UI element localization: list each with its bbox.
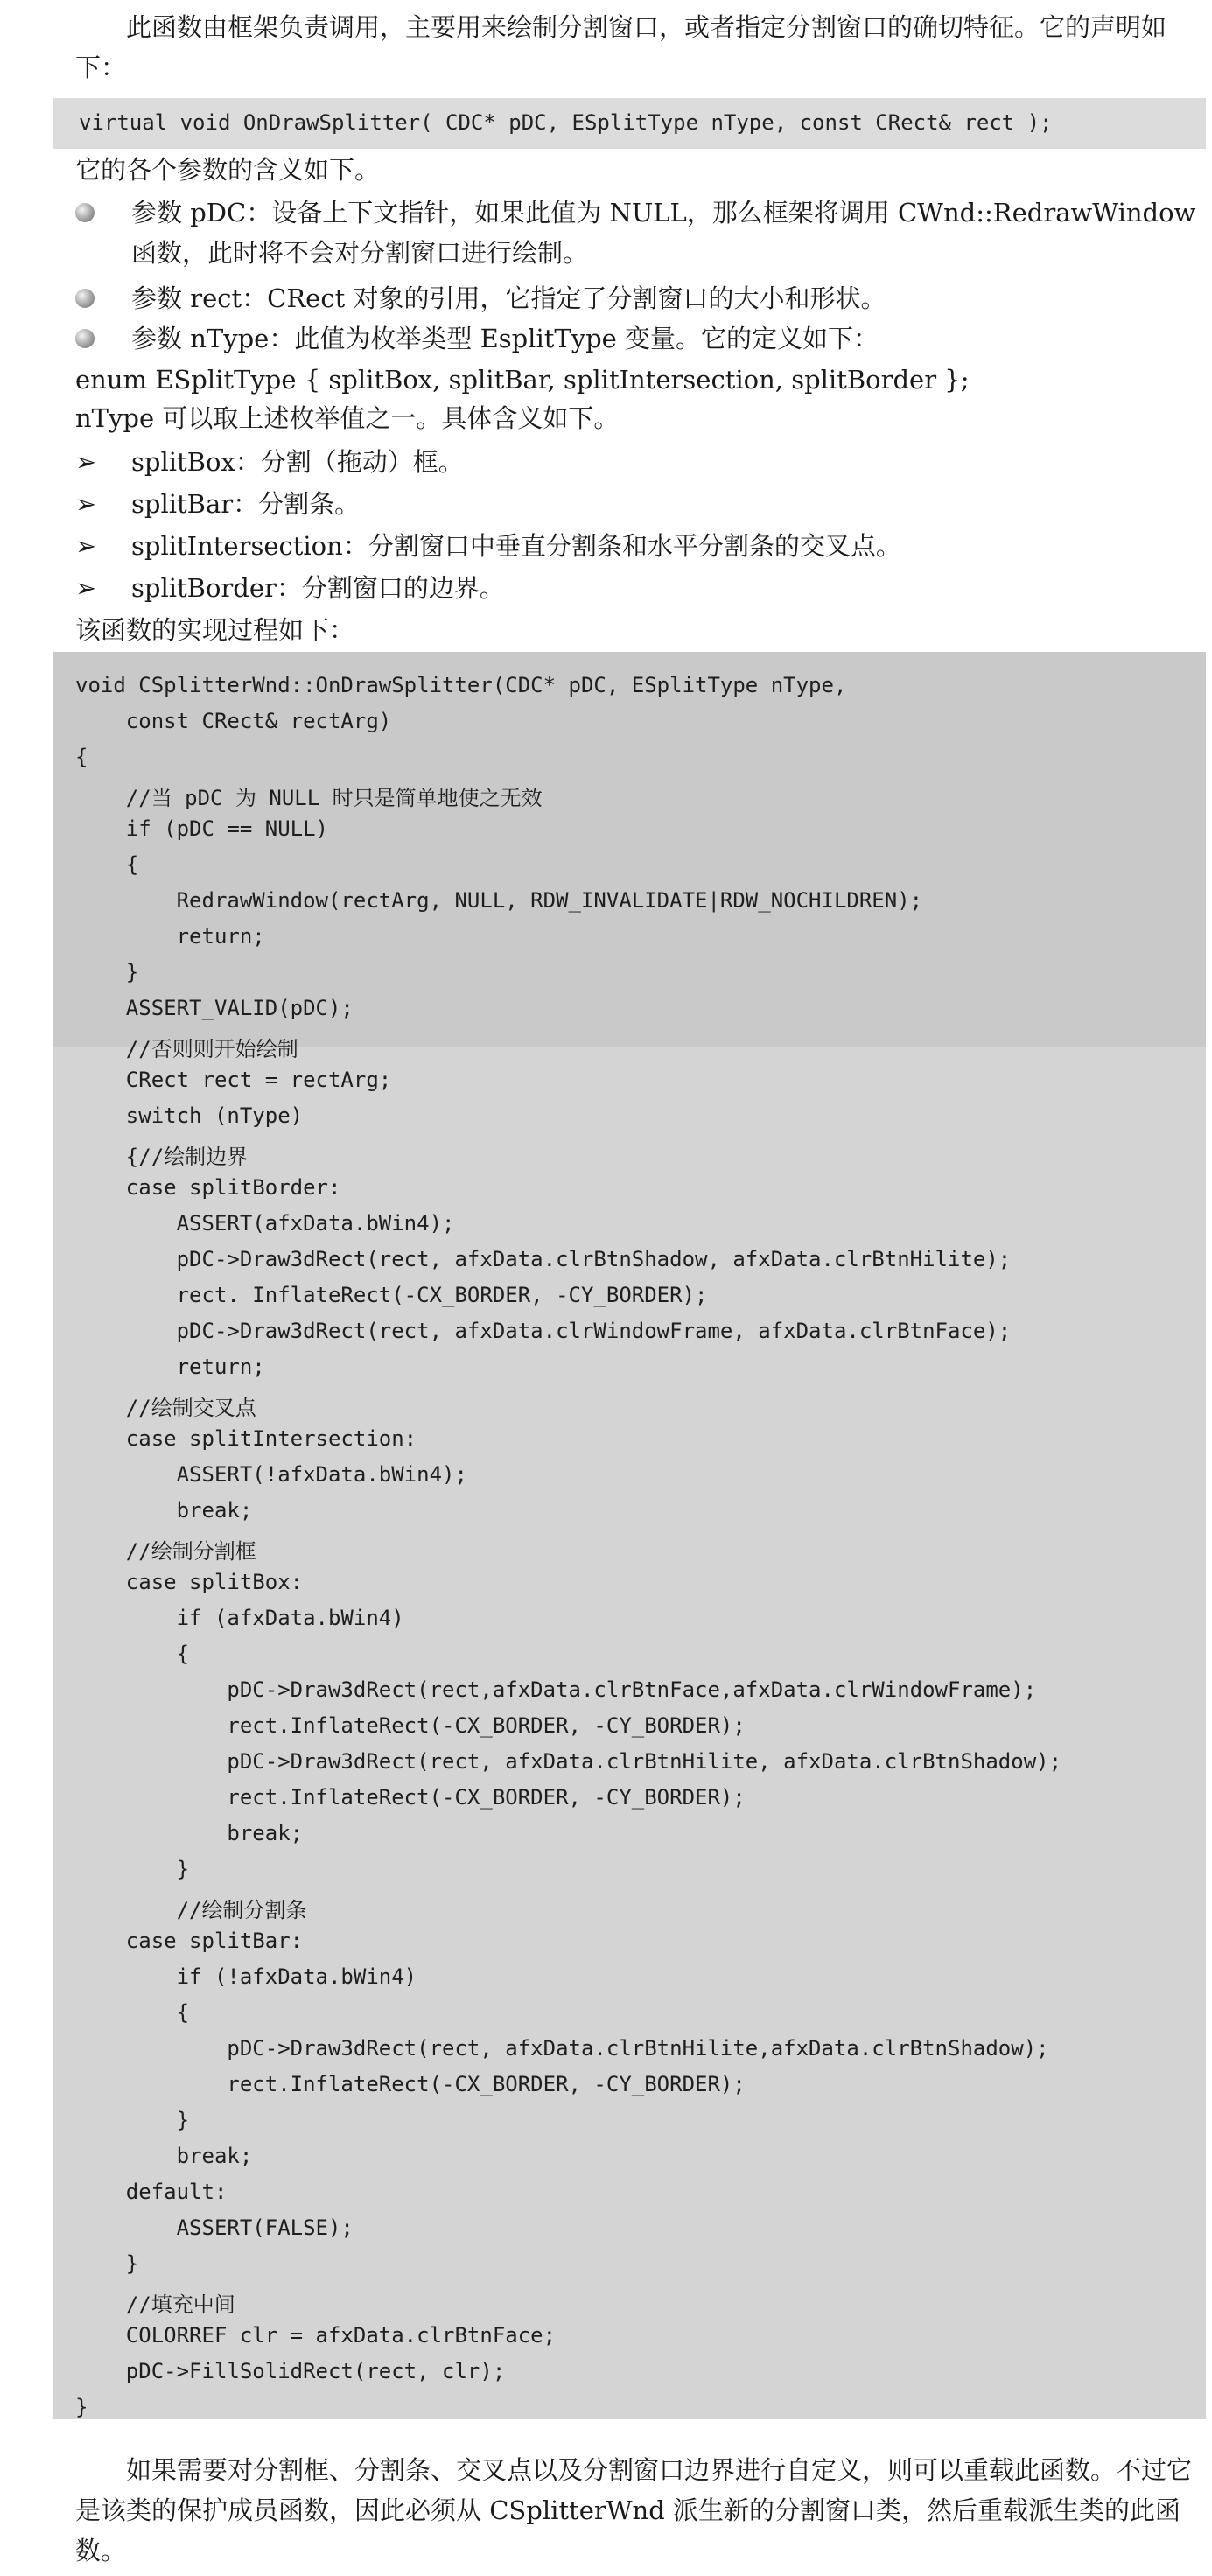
code-line: ASSERT(!afxData.bWin4); [75,1462,467,1487]
code-line: if (!afxData.bWin4) [75,1964,417,1989]
code-line: const CRect& rectArg) [75,709,392,733]
code-line: pDC->FillSolidRect(rect, clr); [75,2359,506,2384]
enum-definition: enum ESplitType { splitBox, splitBar, splitIntersection, splitBorder }; [75,365,970,395]
code-line: //当 pDC 为 NULL 时只是简单地使之无效 [75,786,543,810]
declaration-code: virtual void OnDrawSplitter( CDC* pDC, ESplitType nType, const CRect& rect ); [79,110,1053,135]
bullet-icon [75,329,95,348]
code-line: pDC->Draw3dRect(rect, afxData.clrBtnShadow, afxData.clrBtnHilite); [75,1247,1012,1271]
enum-item-text: splitBox：分割（拖动）框。 [131,447,464,477]
code-line: { [75,2000,190,2025]
code-line: rect.InflateRect(-CX_BORDER, -CY_BORDER); [75,1785,746,1810]
arrow-bullet-icon: ➢ [75,447,97,477]
enum-item-text: splitBar：分割条。 [131,489,361,519]
code-line: pDC->Draw3dRect(rect,afxData.clrBtnFace,afxData.clrWindowFrame); [75,1677,1037,1702]
code-line: case splitBar: [75,1928,304,1953]
code-line: case splitIntersection: [75,1426,417,1451]
code-line: //否则则开始绘制 [75,1037,298,1061]
code-line: } [75,1857,190,1881]
param-item [75,318,1204,359]
ntype-description: nType 可以取上述枚举值之一。具体含义如下。 [75,403,620,433]
code-line: RedrawWindow(rectArg, NULL, RDW_INVALIDATE|RDW_NOCHILDREN); [75,888,923,913]
code-line: rect.InflateRect(-CX_BORDER, -CY_BORDER); [75,2072,746,2096]
param-text: 参数 rect：CRect 对象的引用，它指定了分割窗口的大小和形状。 [131,284,886,313]
code-line: case splitBox: [75,1570,304,1594]
closing-paragraph: 如果需要对分割框、分割条、交叉点以及分割窗口边界进行自定义，则可以重载此函数。不过它是该类的保护成员函数，因此必须从 CSplitterWnd 派生新的分割窗口类，然后重载派生类的此函数。 [75,2455,1193,2566]
code-line: if (afxData.bWin4) [75,1606,404,1630]
code-line: pDC->Draw3dRect(rect, afxData.clrWindowFrame, afxData.clrBtnFace); [75,1319,1012,1343]
code-line: //绘制交叉点 [75,1396,256,1420]
code-line: //绘制分割框 [75,1539,256,1564]
code-line: //填充中间 [75,2292,235,2317]
arrow-bullet-icon: ➢ [75,489,97,519]
code-line: ASSERT(afxData.bWin4); [75,1211,455,1236]
code-line: return; [75,924,265,948]
param-text: 参数 pDC：设备上下文指针，如果此值为 NULL，那么框架将调用 CWnd::RedrawWindow 函数，此时将不会对分割窗口进行绘制。 [131,198,1196,268]
declaration-box [53,98,1206,149]
enum-item-text: splitBorder：分割窗口的边界。 [131,573,505,603]
code-line: {//绘制边界 [75,1144,249,1169]
code-listing [53,652,1206,2419]
code-line: ASSERT_VALID(pDC); [75,996,354,1020]
code-line: CRect rect = rectArg; [75,1068,392,1092]
code-line: default: [75,2180,228,2204]
code-line: pDC->Draw3dRect(rect, afxData.clrBtnHilite,afxData.clrBtnShadow); [75,2036,1049,2061]
bullet-icon [75,203,95,222]
code-line: } [75,2251,139,2276]
code-line: rect. InflateRect(-CX_BORDER, -CY_BORDER); [75,1283,708,1307]
code-line: } [75,960,139,984]
params-intro: 它的各个参数的含义如下。 [75,155,381,185]
code-line: break; [75,1498,253,1522]
code-line: case splitBorder: [75,1175,341,1200]
code-line: } [75,2395,88,2419]
code-line: { [75,1642,190,1666]
code-line: return; [75,1354,265,1379]
enum-item-text: splitIntersection：分割窗口中垂直分割条和水平分割条的交叉点。 [131,531,901,561]
code-line: switch (nType) [75,1103,304,1128]
param-item [75,192,1204,273]
intro-paragraph: 此函数由框架负责调用，主要用来绘制分割窗口，或者指定分割窗口的确切特征。它的声明如下： [75,12,1167,82]
code-line: ASSERT(FALSE); [75,2216,354,2240]
param-text: 参数 nType：此值为枚举类型 EsplitType 变量。它的定义如下： [131,324,879,354]
code-line: COLORREF clr = afxData.clrBtnFace; [75,2323,557,2348]
code-line: void CSplitterWnd::OnDrawSplitter(CDC* pDC, ESplitType nType, [75,673,847,697]
param-item [75,278,1204,318]
code-line: break; [75,1821,304,1845]
arrow-bullet-icon: ➢ [75,573,97,603]
arrow-bullet-icon: ➢ [75,531,97,561]
code-line: { [75,745,88,769]
code-line: { [75,852,139,877]
implementation-intro: 该函数的实现过程如下： [75,615,355,645]
code-line: break; [75,2144,253,2168]
code-line: //绘制分割条 [75,1898,307,1922]
code-line: if (pDC == NULL) [75,816,328,841]
code-line: rect.InflateRect(-CX_BORDER, -CY_BORDER); [75,1713,746,1738]
code-line: } [75,2108,190,2132]
bullet-icon [75,289,95,308]
code-line: pDC->Draw3dRect(rect, afxData.clrBtnHilite, afxData.clrBtnShadow); [75,1749,1062,1774]
